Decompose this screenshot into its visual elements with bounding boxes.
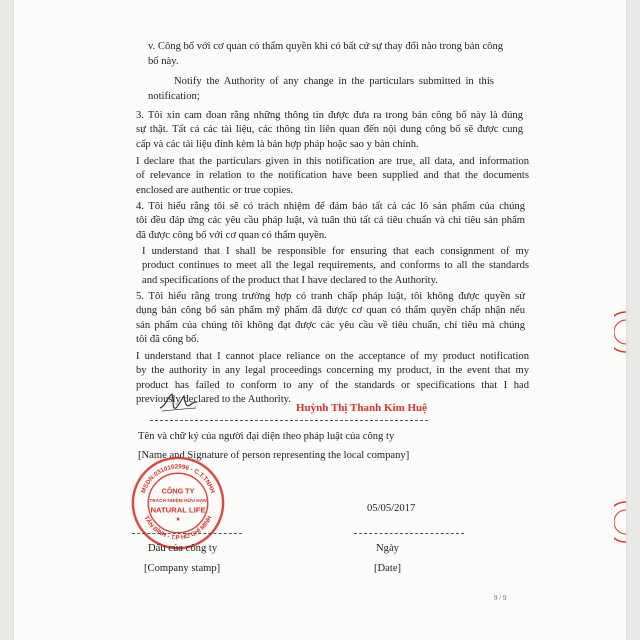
item-v-en: Notify the Authority of any change in the particulars submitted in this	[174, 76, 494, 87]
company-seal-icon	[130, 455, 226, 551]
paragraph-4-en: I understand that I shall be responsible for ensuring that each consignment of my product continues to meet all the legal requirements, and conforms to all the standards and specifications of the product that I have declared to the Authority.	[142, 246, 529, 286]
paragraph-3-en: I declare that the particulars given in this notification are true, all data, and information of relevance in relation to the notification have been supplied and that the documents enclosed are authentic or true copies.	[136, 156, 529, 196]
signing-date: 05/05/2017	[367, 503, 416, 514]
paragraph-4-vi: 4. Tôi hiểu rằng tôi sẽ có trách nhiệm để đảm bảo tất cả các lô sản phẩm của chúng tôi đều đáp ứng các yêu cầu pháp luật, và tuân thủ tất cả tiêu chuẩn và chỉ tiêu sản phẩm đã được công bố với cơ quan có thẩm quyền.	[136, 201, 525, 241]
item-v-vi: v. Công bố với cơ quan có thẩm quyền khi có bất cứ sự thay đổi nào trong bản công	[148, 41, 504, 52]
margin-seal-fragment-icon	[614, 500, 626, 544]
date-label-vi: Ngày	[376, 543, 399, 554]
margin-seal-fragment-icon	[614, 310, 626, 354]
signature-label-vi: Tên và chữ ký của người đại diện theo pháp luật của công ty	[138, 431, 395, 442]
stamp-line	[132, 533, 242, 534]
paragraph-5-en: I understand that I cannot place reliance on the acceptance of my product notification by the authority in any legal proceedings concerning my product, in the event that my product has failed to conform to any of the standards or specifications that I had previously declared to the Authority.	[136, 351, 529, 405]
svg-text:TRÁCH NHIỆM HỮU HẠN: TRÁCH NHIỆM HỮU HẠN	[149, 499, 207, 505]
svg-text:NATURAL LIFE: NATURAL LIFE	[150, 505, 206, 515]
stamp-label-en: [Company stamp]	[144, 563, 221, 574]
handwritten-signature-icon	[158, 390, 198, 414]
page-number: 9 / 9	[494, 594, 507, 602]
svg-text:★: ★	[175, 517, 181, 524]
date-label-en: [Date]	[374, 563, 402, 574]
svg-text:TÂN BÌNH - T.P HỒ CHÍ MINH: TÂN BÌNH - T.P HỒ CHÍ MINH	[142, 514, 214, 542]
item-v-vi-cont: bố này.	[148, 56, 179, 67]
paragraph-5-vi: 5. Tôi hiểu rằng trong trường hợp có tranh chấp pháp luật, tôi không được quyền sử dụng bản công bố sản phẩm mỹ phẩm đã được cơ quan có thẩm quyền chấp nhận nếu sản phẩm của chúng tôi không đạt được các yêu cầu về tiêu chuẩn, chỉ tiêu mà chúng tôi đã công bố.	[136, 291, 525, 345]
date-line	[354, 533, 464, 534]
signature-line	[150, 420, 428, 421]
svg-text:MSDN:0310102996 - C.T.TNHH: MSDN:0310102996 - C.T.TNHH	[139, 463, 217, 495]
representative-name-stamp: Huỳnh Thị Thanh Kim Huệ	[296, 402, 428, 414]
document-page	[14, 0, 626, 640]
item-v-en-cont: notification;	[148, 91, 200, 102]
paragraph-3-vi: 3. Tôi xin cam đoan rằng những thông tin được đưa ra trong bản công bố này là đúng sự thật. Tất cả các tài liệu, các thông tin liên quan đến nội dung công bố sẽ được cung cấp và các tài liệu đính kèm là bản hợp pháp hoặc sao y bản chính.	[136, 110, 523, 150]
signature-label-en: [Name and Signature of person representing the local company]	[138, 450, 410, 461]
stamp-label-vi: Dấu của công ty	[148, 543, 218, 554]
svg-text:CÔNG TY: CÔNG TY	[161, 486, 195, 496]
